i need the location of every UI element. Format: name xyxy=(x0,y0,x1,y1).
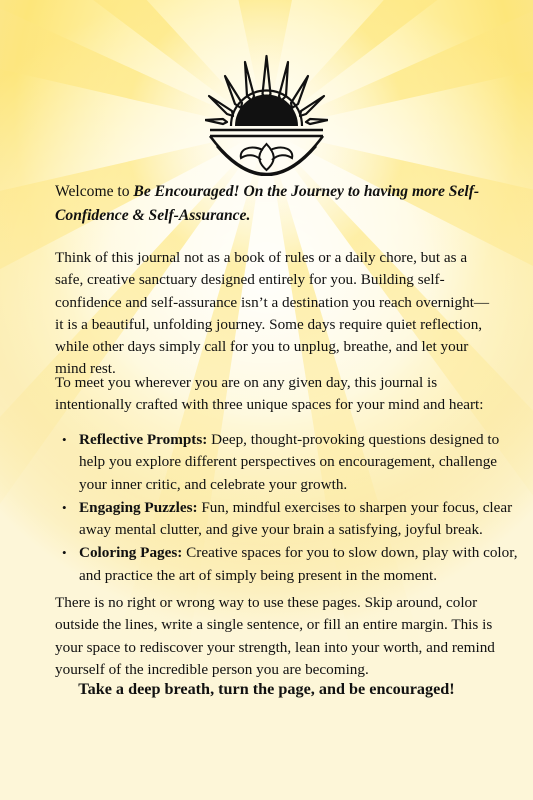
sun-over-horizon-icon xyxy=(205,54,328,176)
journal-title: Be Encouraged! On the Journey to having more Self-Confidence & Self-Assurance. xyxy=(55,183,480,224)
list-item xyxy=(62,542,519,587)
list-item xyxy=(62,497,519,542)
welcome-prefix: Welcome to xyxy=(55,183,134,200)
list-item xyxy=(62,429,519,496)
outro-paragraph: There is no right or wrong way to use these pages. Skip around, color outside the lines, write a single sentence, or fill an entire margin. This is your space to rediscover your strength, lean into your worth, and remind yourself of the incredible person you are becoming. xyxy=(55,594,495,678)
welcome-heading xyxy=(55,180,495,228)
bullet-icon: • xyxy=(62,499,67,515)
list-item-term: Reflective Prompts: xyxy=(79,431,208,448)
spaces-intro-paragraph: To meet you wherever you are on any given day, this journal is intentionally crafted with three unique spaces for your mind and heart: xyxy=(55,374,484,414)
list-item-term: Engaging Puzzles: xyxy=(79,498,198,516)
spaces-list xyxy=(55,429,519,588)
list-item-text: Deep, thought-provoking questions designed to help you explore different perspectives on encouragement, challenge your inner critic, and celebrate your growth. xyxy=(79,431,500,493)
intro-paragraph: Think of this journal not as a book of rules or a daily chore, but as a safe, creative sanctuary designed entirely for you. Building self-confidence and self-assurance isn’t a destination you reach overnight—it is a beautiful, unfolding journey. Some days require quiet reflection, while other days simply call for you to unplug, breathe, and let your mind rest. xyxy=(55,249,490,378)
list-item-text: Fun, mindful exercises to sharpen your focus, clear away mental clutter, and give your brain a satisfying, joyful break. xyxy=(79,498,513,539)
bullet-icon: • xyxy=(62,545,67,561)
closing-line: Take a deep breath, turn the page, and be encouraged! xyxy=(78,680,455,698)
list-item-term: Coloring Pages: xyxy=(79,544,183,562)
bullet-icon: • xyxy=(62,432,67,447)
list-item-text: Creative spaces for you to slow down, play with color, and practice the art of simply being present in the moment. xyxy=(79,544,518,584)
